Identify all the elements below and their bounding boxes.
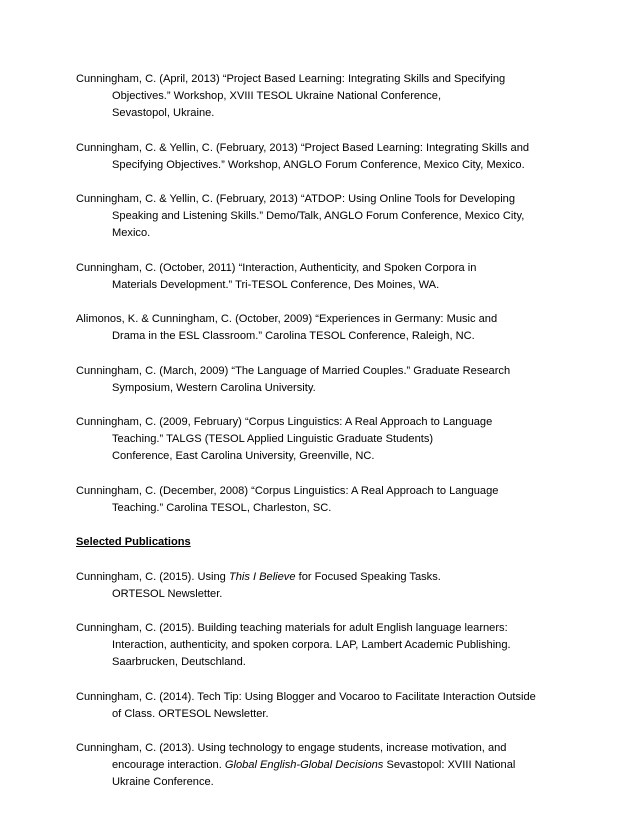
entry-line: Sevastopol, Ukraine.	[112, 107, 215, 119]
entry-line: Cunningham, C. (2015). Building teaching materials for adult English language learners:	[76, 622, 508, 634]
entry-line: Cunningham, C. (December, 2008) “Corpus Linguistics: A Real Approach to Language	[76, 484, 499, 497]
entry-line: Cunningham, C. & Yellin, C. (February, 2013) “Project Based Learning: Integrating Skills and	[76, 141, 530, 154]
entry-line: Interaction, authenticity, and spoken corpora. LAP, Lambert Academic Publishing.	[112, 639, 511, 651]
entry-line: Cunningham, C. & Yellin, C. (February, 2013) “ATDOP: Using Online Tools for Developing	[76, 193, 516, 205]
entry-line: Teaching.” TALGS (TESOL Applied Linguistic Graduate Students)	[112, 433, 434, 445]
entry-line: Cunningham, C. (2009, February) “Corpus Linguistics: A Real Approach to Language	[76, 416, 493, 428]
entry-text: Sevastopol: XVIII National	[383, 759, 516, 771]
entry-text: encourage interaction.	[112, 759, 225, 771]
entry-title-italic: This I Believe	[228, 570, 296, 583]
publication-entry	[76, 740, 566, 791]
entry-line: Drama in the ESL Classroom.” Carolina TESOL Conference, Raleigh, NC.	[112, 330, 475, 342]
entry-line: Mexico.	[112, 227, 151, 239]
presentation-entry	[76, 140, 566, 174]
entry-text: for Focused Speaking Tasks.	[295, 570, 441, 583]
entry-line: Symposium, Western Carolina University.	[112, 381, 316, 394]
entry-line: Cunningham, C. (2014). Tech Tip: Using Blogger and Vocaroo to Facilitate Interaction Outside	[76, 690, 536, 703]
entry-line: Specifying Objectives.” Workshop, ANGLO Forum Conference, Mexico City, Mexico.	[112, 158, 525, 171]
entry-title-italic: Global English-Global Decisions	[224, 759, 384, 771]
publication-entry	[76, 689, 566, 723]
presentation-entry	[76, 191, 566, 242]
entry-line: Alimonos, K. & Cunningham, C. (October, 2009) “Experiences in Germany: Music and	[76, 313, 498, 325]
entry-line: Cunningham, C. (April, 2013) “Project Based Learning: Integrating Skills and Specifying	[76, 73, 506, 85]
entry-text: Cunningham, C. (2015). Using	[76, 570, 229, 583]
cv-page	[76, 71, 566, 809]
presentation-entry	[76, 483, 566, 517]
presentation-entry	[76, 311, 566, 345]
entry-line: Cunningham, C. (March, 2009) “The Language of Married Couples.” Graduate Research	[76, 364, 511, 377]
entry-line: Speaking and Listening Skills.” Demo/Talk, ANGLO Forum Conference, Mexico City,	[112, 210, 525, 222]
publication-entry	[76, 620, 566, 671]
entry-line: of Class. ORTESOL Newsletter.	[112, 707, 269, 720]
publication-entry	[76, 569, 566, 603]
publications-heading: Selected Publications	[76, 536, 191, 548]
entry-line: ORTESOL Newsletter.	[112, 587, 223, 600]
entry-line: Materials Development.” Tri-TESOL Conference, Des Moines, WA.	[112, 278, 440, 291]
entry-line: Conference, East Carolina University, Greenville, NC.	[112, 450, 375, 462]
presentation-entry	[76, 414, 566, 465]
entry-line	[76, 757, 566, 774]
entry-line: Teaching.” Carolina TESOL, Charleston, SC.	[112, 501, 332, 514]
entry-line: Cunningham, C. (October, 2011) “Interaction, Authenticity, and Spoken Corpora in	[76, 261, 477, 274]
presentation-entry	[76, 363, 566, 397]
presentation-entry	[76, 260, 566, 294]
entry-line: Cunningham, C. (2013). Using technology to engage students, increase motivation, and	[76, 742, 507, 754]
entry-line: Saarbrucken, Deutschland.	[112, 656, 246, 668]
entry-line: Ukraine Conference.	[112, 776, 214, 788]
entry-line	[76, 569, 566, 586]
presentation-entry	[76, 71, 566, 122]
entry-line: Objectives.” Workshop, XVIII TESOL Ukraine National Conference,	[112, 90, 442, 102]
